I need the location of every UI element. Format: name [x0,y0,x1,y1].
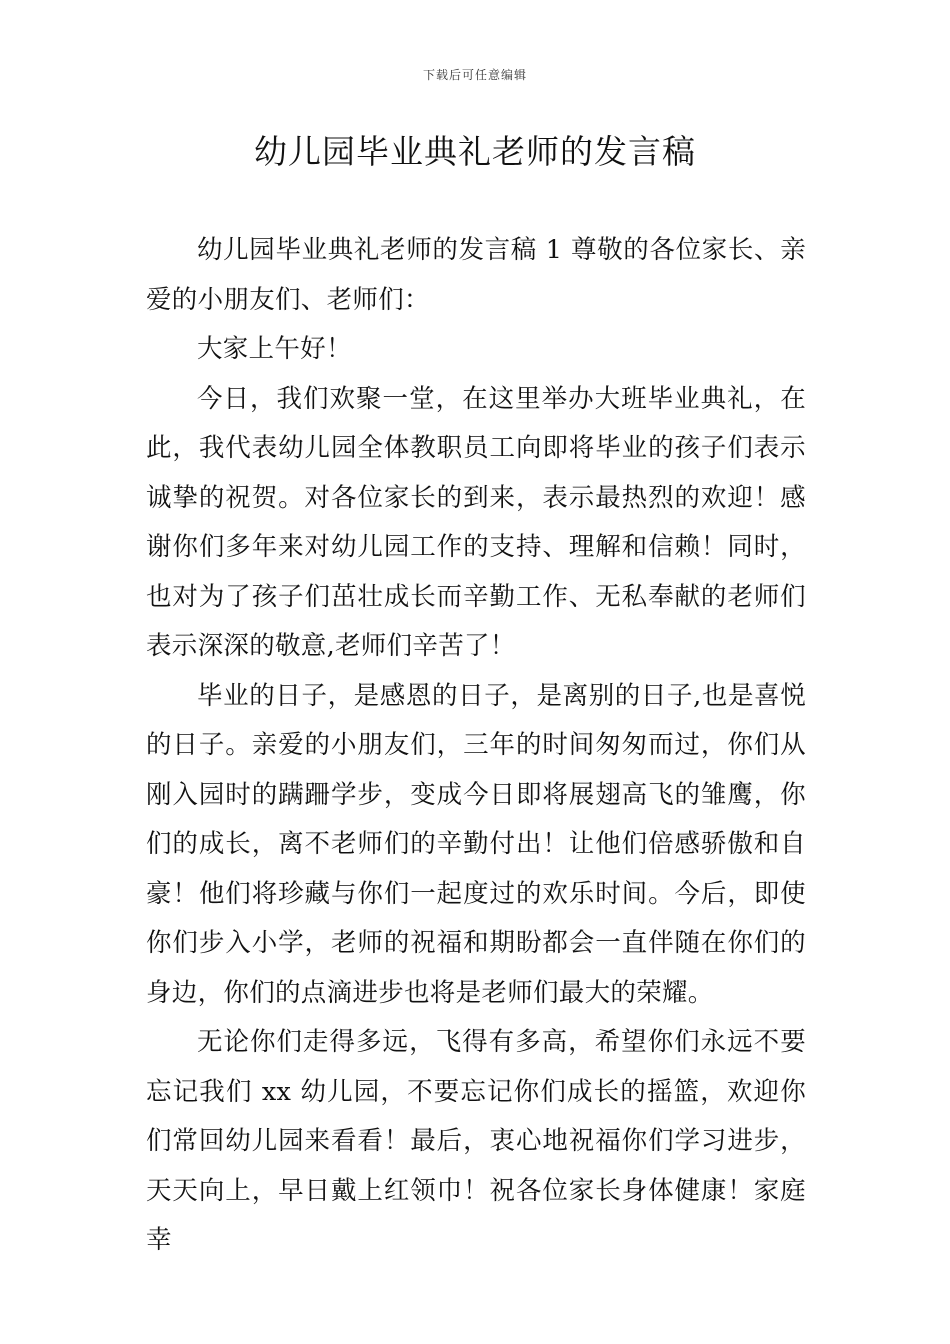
document-body [146,226,806,1266]
paragraph-hello: 大家上午好！ [197,334,352,364]
paragraph-blessing: 无论你们走得多远，飞得有多高，希望你们永远不要忘记我们 xx 幼儿园，不要忘记你们成长的摇篮，欢迎你们常回幼儿园来看看！最后，衷心地祝福你们学习进步，天天向上，早日戴上红领巾！祝各位家长身体健康！家庭幸 [146,1027,806,1255]
paragraph-greeting: 幼儿园毕业典礼老师的发言稿 1 尊敬的各位家长、亲爱的小朋友们、老师们： [146,235,806,315]
header-note: 下载后可任意编辑 [422,68,527,82]
document-title: 幼儿园毕业典礼老师的发言稿 [254,132,696,171]
paragraph-welcome: 今日，我们欢聚一堂，在这里举办大班毕业典礼，在此，我代表幼儿园全体教职员工向即将毕业的孩子们表示诚挚的祝贺。对各位家长的到来，表示最热烈的欢迎！感谢你们多年来对幼儿园工作的支持、理解和信赖！同时，也对为了孩子们茁壮成长而辛勤工作、无私奉献的老师们表示深深的敬意,老师们辛苦了！ [146,383,806,661]
paragraph-graduation-day: 毕业的日子，是感恩的日子，是离别的日子,也是喜悦的日子。亲爱的小朋友们，三年的时间匆匆而过，你们从刚入园时的蹒跚学步，变成今日即将展翅高飞的雏鹰，你们的成长，离不老师们的辛勤付出！让他们倍感骄傲和自豪！他们将珍藏与你们一起度过的欢乐时间。今后，即使你们步入小学，老师的祝福和期盼都会一直伴随在你们的身边，你们的点滴进步也将是老师们最大的荣耀。 [146,680,806,1008]
